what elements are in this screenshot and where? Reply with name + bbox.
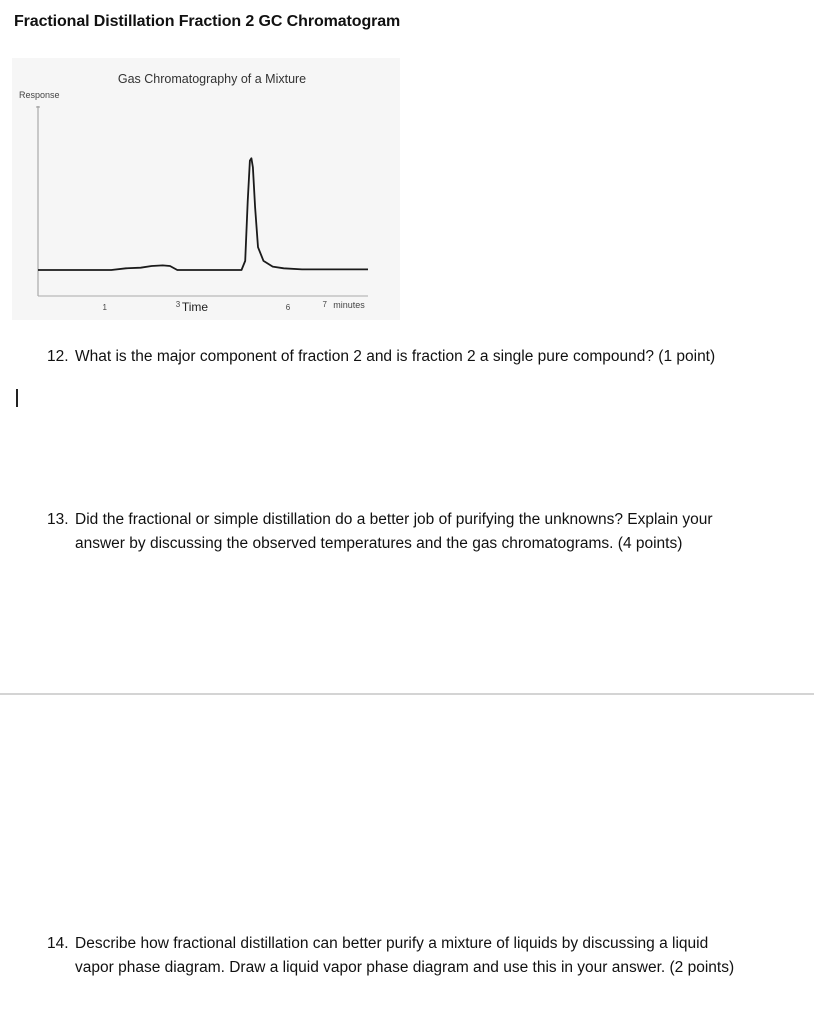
x-tick-labels bbox=[102, 300, 327, 312]
gc-chromatogram-chart bbox=[12, 58, 400, 320]
question-13-line-1 bbox=[47, 508, 713, 532]
document-title: Fractional Distillation Fraction 2 GC Chromatogram bbox=[14, 13, 401, 30]
chart-title: Gas Chromatography of a Mixture bbox=[117, 72, 307, 86]
x-unit-label: minutes bbox=[333, 300, 365, 310]
text-cursor bbox=[16, 389, 18, 407]
question-12 bbox=[47, 345, 715, 369]
question-14-number: 14. bbox=[47, 935, 69, 952]
x-tick-label-7: 7 bbox=[322, 300, 327, 309]
question-14 bbox=[47, 932, 734, 980]
question-13 bbox=[47, 508, 713, 556]
x-axis-label: Time bbox=[181, 300, 209, 314]
y-axis-label: Response bbox=[19, 90, 60, 100]
chromatogram-trace-0 bbox=[38, 158, 368, 270]
question-14-line-1 bbox=[47, 932, 734, 956]
question-12-text-1: What is the major component of fraction 2 and is fraction 2 a single pure compound? (1 point) bbox=[75, 348, 716, 365]
question-12-line-1 bbox=[47, 345, 715, 369]
question-14-text-1: Describe how fractional distillation can better purify a mixture of liquids by discussing a liquid bbox=[75, 935, 709, 952]
question-13-text-1: Did the fractional or simple distillation do a better job of purifying the unknowns? Explain your bbox=[75, 511, 713, 528]
page-divider bbox=[0, 693, 814, 695]
chart-canvas bbox=[12, 58, 400, 320]
x-tick-label-1: 1 bbox=[102, 303, 107, 312]
question-14-text-2: vapor phase diagram. Draw a liquid vapor phase diagram and use this in your answer. (2 points) bbox=[75, 959, 735, 976]
x-tick-label-3: 3 bbox=[175, 300, 181, 309]
question-13-text-2: answer by discussing the observed temperatures and the gas chromatograms. (4 points) bbox=[75, 535, 683, 552]
question-13-number: 13. bbox=[47, 511, 69, 528]
chart-series bbox=[38, 158, 368, 270]
question-12-number: 12. bbox=[47, 348, 69, 365]
x-tick-label-6: 6 bbox=[285, 303, 291, 312]
